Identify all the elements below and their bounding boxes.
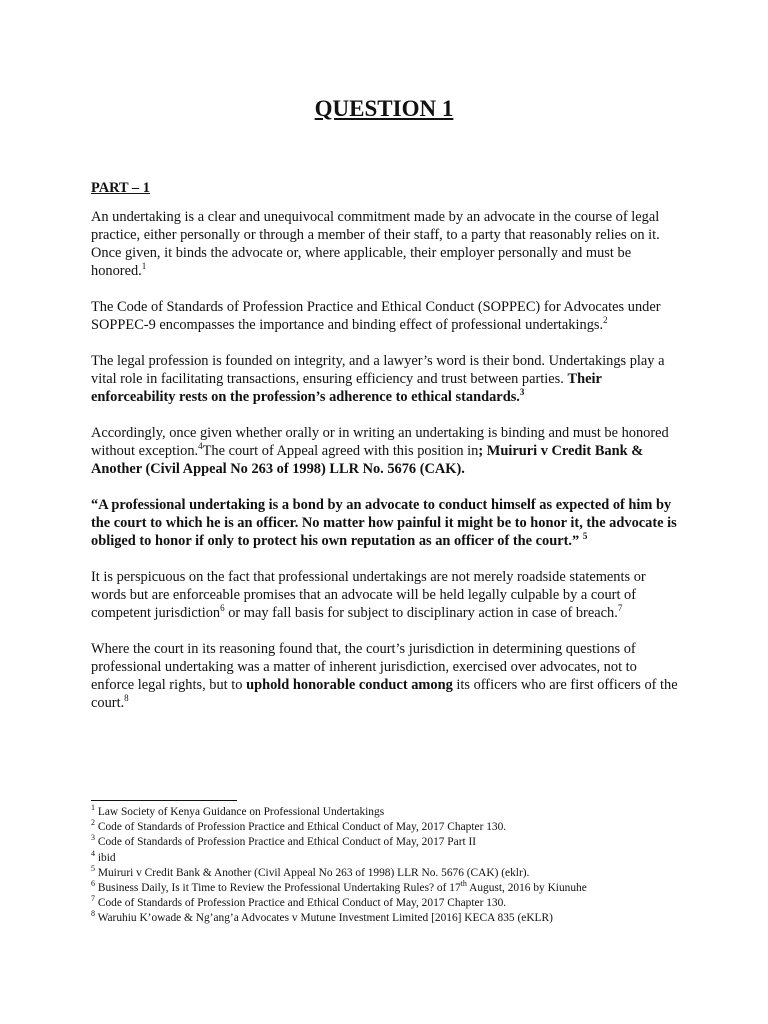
footnote-number: 5 <box>91 864 95 874</box>
footnote-item <box>91 896 691 911</box>
footnote-item <box>91 805 691 820</box>
footnote-item <box>91 866 691 881</box>
footnote-number: 2 <box>91 818 95 828</box>
paragraph-inherent-jurisdiction <box>91 640 683 712</box>
footnote-text: ibid <box>97 851 116 864</box>
paragraph-text: Accordingly, once given whether orally or in writing an undertaking is binding and must be honored without exception. <box>91 425 669 459</box>
footnote-ref[interactable]: 5 <box>582 531 588 542</box>
paragraph-text: or may fall basis for subject to disciplinary action in case of breach. <box>224 605 618 621</box>
paragraph-text: Where the court in its reasoning found that, the court’s jurisdiction in determining questions of professional undertaking was a matter of inherent jurisdiction, exercised over advocates, not to enforce legal rights, but to <box>91 641 637 693</box>
footnotes <box>91 805 691 927</box>
paragraph-court-of-appeal <box>91 424 683 478</box>
page-title: QUESTION 1 <box>314 96 454 121</box>
paragraph-text: An undertaking is a clear and unequivocal commitment made by an advocate in the course of legal practice, either personally or through a member of their staff, to a party that reasonably relies on it. Once given, it binds the advocate or, where applicable, their employer personally and must be honored. <box>91 209 660 279</box>
paragraph-text: The legal profession is founded on integrity, and a lawyer’s word is their bond. Undertakings play a vital role in facilitating transactions, ensuring efficiency and trust between parties. <box>91 353 665 387</box>
part-heading: PART – 1 <box>91 180 150 196</box>
footnote-item <box>91 820 691 835</box>
paragraph-bold-text: uphold honorable conduct among <box>246 677 453 693</box>
footnote-separator <box>91 800 237 801</box>
paragraph-soppec <box>91 298 683 334</box>
footnote-number: 8 <box>91 909 95 919</box>
footnote-ref[interactable]: 4 <box>198 441 203 452</box>
footnote-ref[interactable]: 8 <box>124 693 129 704</box>
quote-text: “A professional undertaking is a bond by an advocate to conduct himself as expected of him by the court to which he is an officer. No matter how painful it might be to honor it, the advocate is obliged to honor if only to protect his own reputation as an officer of the court.” <box>91 497 677 549</box>
paragraph-text: The Code of Standards of Profession Practice and Ethical Conduct (SOPPEC) for Advocates under SOPPEC-9 encompasses the importance and binding effect of professional undertakings. <box>91 299 661 333</box>
footnote-text: Law Society of Kenya Guidance on Professional Undertakings <box>97 806 385 818</box>
case-citation: ; Muiruri v Credit Bank & Another (Civil Appeal No 263 of 1998) LLR No. 5676 (CAK). <box>91 443 644 477</box>
footnote-item <box>91 848 691 866</box>
paragraph-text: It is perspicuous on the fact that professional undertakings are not merely roadside statements or words but are enforceable promises that an advocate will be held legally culpable by a court of competent jurisdiction <box>91 569 646 621</box>
paragraph-text: its officers who are first officers of the court. <box>91 677 678 711</box>
footnote-ref[interactable]: 3 <box>519 387 525 398</box>
footnote-number: 3 <box>91 833 95 843</box>
paragraph-integrity <box>91 352 683 406</box>
footnote-text: Business Daily, Is it Time to Review the Professional Undertaking Rules? of 17 <box>97 882 461 895</box>
footnote-text: Code of Standards of Profession Practice and Ethical Conduct of May, 2017 Chapter 130. <box>97 821 507 834</box>
footnote-ref[interactable]: 7 <box>617 603 623 614</box>
footnote-number: 4 <box>91 848 95 858</box>
footnote-number: 7 <box>91 894 95 904</box>
footnote-item <box>91 835 691 850</box>
footnote-ordinal: th <box>460 879 467 889</box>
footnote-text: Waruhiu K’owade & Ng’ang’a Advocates v Mutune Investment Limited [2016] KECA 835 (eKLR) <box>97 912 553 925</box>
footnote-ref[interactable]: 6 <box>220 603 225 614</box>
footnote-text: Code of Standards of Profession Practice and Ethical Conduct of May, 2017 Part II <box>97 836 477 849</box>
paragraph-enforceable-promises <box>91 568 683 622</box>
footnote-ref[interactable]: 2 <box>603 315 608 326</box>
paragraph-undertaking-definition <box>91 208 683 280</box>
quote-paragraph <box>91 496 683 550</box>
paragraph-text: The court of Appeal agreed with this position in <box>202 443 479 459</box>
footnote-text: Muiruri v Credit Bank & Another (Civil Appeal No 263 of 1998) LLR No. 5676 (CAK) (eklr). <box>97 866 530 879</box>
document-body <box>91 179 683 730</box>
paragraph-bold-text: Their enforceability rests on the profession’s adherence to ethical standards. <box>91 371 602 405</box>
footnote-number: 6 <box>91 879 95 889</box>
footnote-text: August, 2016 by Kiunuhe <box>466 882 587 895</box>
footnote-item <box>91 881 691 896</box>
footnote-text: Code of Standards of Profession Practice and Ethical Conduct of May, 2017 Chapter 130. <box>97 897 507 910</box>
footnote-number: 1 <box>91 803 95 813</box>
footnote-ref[interactable]: 1 <box>141 261 147 272</box>
footnote-item <box>91 911 691 926</box>
